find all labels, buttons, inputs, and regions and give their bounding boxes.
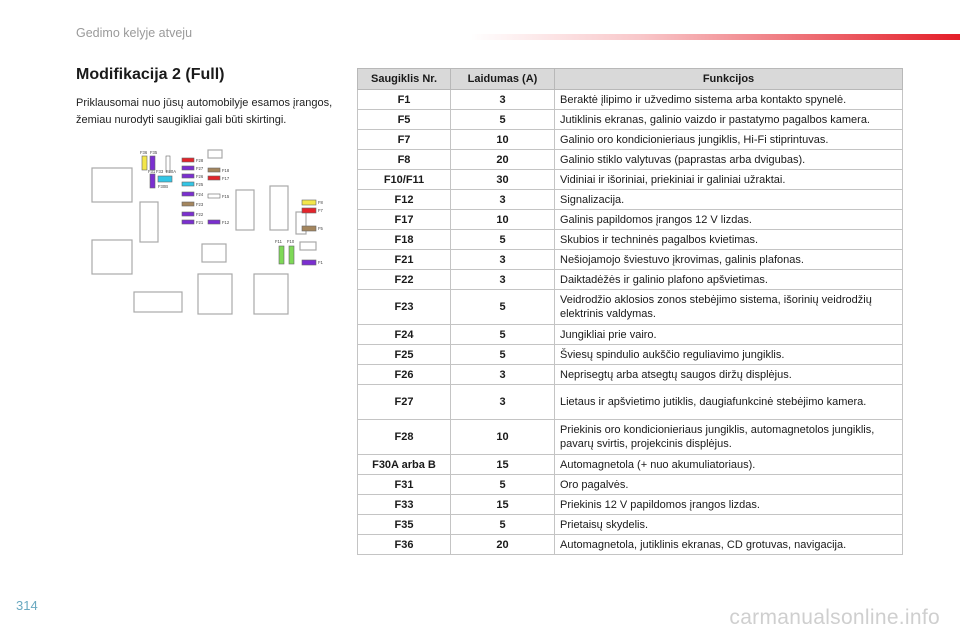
amperage-cell: 3 — [451, 250, 555, 270]
diagram-label: F25 — [196, 182, 204, 187]
diagram-label: F35 — [150, 150, 158, 155]
diagram-label: F33 — [156, 169, 164, 174]
amperage-cell: 5 — [451, 345, 555, 365]
fuse-cell: F24 — [358, 325, 451, 345]
fuse-f8 — [302, 200, 316, 205]
diagram-label: F22 — [196, 212, 204, 217]
diagram-label: F7 — [318, 208, 323, 213]
fuse-cell: F8 — [358, 150, 451, 170]
fuse-f35 — [150, 156, 155, 170]
header-title: Gedimo kelyje atveju — [76, 26, 193, 40]
fuse-f5 — [302, 226, 316, 231]
amperage-cell: 3 — [451, 365, 555, 385]
diagram-label: F5 — [318, 226, 323, 231]
fuse-f22 — [182, 212, 194, 216]
diagram-label: F28 — [196, 158, 204, 163]
table-row — [358, 495, 903, 515]
amperage-cell: 5 — [451, 110, 555, 130]
fuse-cell: F28 — [358, 420, 451, 455]
diagram-label: F36 — [140, 150, 148, 155]
relay-block — [300, 242, 316, 250]
table-row — [358, 290, 903, 325]
function-cell: Galinio oro kondicionieriaus jungiklis, Hi-Fi stiprintuvas. — [555, 130, 903, 150]
function-cell: Jungikliai prie vairo. — [555, 325, 903, 345]
function-cell: Vidiniai ir išoriniai, priekiniai ir galiniai užraktai. — [555, 170, 903, 190]
amperage-cell: 30 — [451, 170, 555, 190]
function-cell: Automagnetola (+ nuo akumuliatoriaus). — [555, 455, 903, 475]
function-cell: Neprisegtų arba atsegtų saugos diržų displėjus. — [555, 365, 903, 385]
fuse-cell: F31 — [358, 475, 451, 495]
table-row — [358, 230, 903, 250]
header-amperage: Laidumas (A) — [451, 69, 555, 90]
function-cell: Šviesų spindulio aukščio reguliavimo jungiklis. — [555, 345, 903, 365]
fuse-f15 — [208, 194, 220, 198]
table-row — [358, 515, 903, 535]
table-row — [358, 110, 903, 130]
watermark: carmanualsonline.info — [729, 606, 940, 629]
amperage-cell: 10 — [451, 420, 555, 455]
function-cell: Veidrodžio aklosios zonos stebėjimo sistema, išorinių veidrodžių elektrinis valdymas. — [555, 290, 903, 325]
diagram-label: F30A — [166, 169, 177, 174]
fuse-cell: F25 — [358, 345, 451, 365]
fuse-f23 — [182, 202, 194, 206]
amperage-cell: 3 — [451, 190, 555, 210]
function-cell: Automagnetola, jutiklinis ekranas, CD grotuvas, navigacija. — [555, 535, 903, 555]
table-row — [358, 90, 903, 110]
fuse-f25 — [182, 182, 194, 186]
fuse-cell: F30A arba B — [358, 455, 451, 475]
diagram-label: F18 — [222, 168, 230, 173]
fuse-f28 — [182, 158, 194, 162]
fuse-f30b — [158, 176, 172, 182]
amperage-cell: 5 — [451, 325, 555, 345]
function-cell: Prietaisų skydelis. — [555, 515, 903, 535]
fuse-cell: F23 — [358, 290, 451, 325]
diagram-label: F27 — [196, 166, 204, 171]
function-cell: Lietaus ir apšvietimo jutiklis, daugiafunkcinė stebėjimo kamera. — [555, 385, 903, 420]
relay-block — [134, 292, 182, 312]
amperage-cell: 3 — [451, 270, 555, 290]
table-row — [358, 250, 903, 270]
fuse-f18 — [208, 168, 220, 172]
amperage-cell: 10 — [451, 130, 555, 150]
fuse-cell: F17 — [358, 210, 451, 230]
amperage-cell: 5 — [451, 515, 555, 535]
fuse-table-body — [358, 90, 903, 555]
table-row — [358, 455, 903, 475]
fuse-box-diagram — [86, 146, 336, 322]
function-cell: Galinis papildomos įrangos 12 V lizdas. — [555, 210, 903, 230]
fuse-f7 — [302, 208, 316, 213]
relay-block — [198, 274, 232, 314]
table-row — [358, 190, 903, 210]
fuse-f1 — [302, 260, 316, 265]
diagram-label: F21 — [196, 220, 204, 225]
diagram-label: F23 — [196, 202, 204, 207]
function-cell: Galinio stiklo valytuvas (paprastas arba dvigubas). — [555, 150, 903, 170]
function-cell: Beraktė įlipimo ir užvedimo sistema arba kontakto spynelė. — [555, 90, 903, 110]
table-row — [358, 535, 903, 555]
diagram-label: F17 — [222, 176, 230, 181]
fuse-cell: F10/F11 — [358, 170, 451, 190]
function-cell: Nešiojamojo šviestuvo įkrovimas, galinis plafonas. — [555, 250, 903, 270]
diagram-label: F12 — [222, 220, 230, 225]
fuse-cell: F27 — [358, 385, 451, 420]
fuse-f11 — [279, 246, 284, 264]
amperage-cell: 5 — [451, 230, 555, 250]
fuse-f10 — [289, 246, 294, 264]
table-row — [358, 210, 903, 230]
function-cell: Signalizacija. — [555, 190, 903, 210]
fuse-cell: F22 — [358, 270, 451, 290]
relay-block — [208, 150, 222, 158]
fuse-cell: F26 — [358, 365, 451, 385]
header-fuse: Saugiklis Nr. — [358, 69, 451, 90]
fuse-cell: F7 — [358, 130, 451, 150]
fuse-f36 — [142, 156, 147, 170]
diagram-label: F26 — [196, 174, 204, 179]
table-row — [358, 385, 903, 420]
diagram-label: F10 — [287, 239, 295, 244]
fuse-f24 — [182, 192, 194, 196]
header-functions: Funkcijos — [555, 69, 903, 90]
fuse-f31 — [150, 174, 155, 188]
relay-block — [140, 202, 158, 242]
amperage-cell: 15 — [451, 495, 555, 515]
header-accent-bar — [470, 34, 960, 40]
amperage-cell: 20 — [451, 535, 555, 555]
amperage-cell: 3 — [451, 90, 555, 110]
diagram-label: F30B — [158, 184, 169, 189]
fuse-f12 — [208, 220, 220, 224]
relay-block — [92, 168, 132, 202]
table-row — [358, 325, 903, 345]
table-row — [358, 365, 903, 385]
table-row — [358, 270, 903, 290]
diagram-label: F11 — [275, 239, 282, 244]
fuse-cell: F18 — [358, 230, 451, 250]
diagram-label: F24 — [196, 192, 204, 197]
amperage-cell: 5 — [451, 475, 555, 495]
amperage-cell: 20 — [451, 150, 555, 170]
amperage-cell: 15 — [451, 455, 555, 475]
fuse-table — [357, 68, 903, 555]
diagram-label: F15 — [222, 194, 230, 199]
function-cell: Oro pagalvės. — [555, 475, 903, 495]
table-row — [358, 420, 903, 455]
page-number: 314 — [16, 598, 38, 613]
table-row — [358, 170, 903, 190]
relay-block — [270, 186, 288, 230]
table-header-row — [358, 69, 903, 90]
function-cell: Skubios ir techninės pagalbos kvietimas. — [555, 230, 903, 250]
fuse-cell: F33 — [358, 495, 451, 515]
fuse-cell: F1 — [358, 90, 451, 110]
function-cell: Jutiklinis ekranas, galinio vaizdo ir pastatymo pagalbos kamera. — [555, 110, 903, 130]
fuse-cell: F12 — [358, 190, 451, 210]
table-row — [358, 475, 903, 495]
fuse-cell: F36 — [358, 535, 451, 555]
function-cell: Daiktadėžės ir galinio plafono apšvietimas. — [555, 270, 903, 290]
fuse-cell: F35 — [358, 515, 451, 535]
table-row — [358, 345, 903, 365]
relay-block — [236, 190, 254, 230]
amperage-cell: 5 — [451, 290, 555, 325]
function-cell: Priekinis 12 V papildomos įrangos lizdas. — [555, 495, 903, 515]
relay-block — [254, 274, 288, 314]
table-row — [358, 130, 903, 150]
fuse-cell: F5 — [358, 110, 451, 130]
function-cell: Priekinis oro kondicionieriaus jungiklis, automagnetolos jungiklis, pavarų svirtis, projekcinis displėjus. — [555, 420, 903, 455]
fuse-cell: F21 — [358, 250, 451, 270]
amperage-cell: 10 — [451, 210, 555, 230]
diagram-label: F1 — [318, 260, 323, 265]
diagram-label: F8 — [318, 200, 323, 205]
fuse-f26 — [182, 174, 194, 178]
diagram-label: F31 — [148, 169, 156, 174]
fuse-table-container — [357, 68, 903, 555]
fuse-f27 — [182, 166, 194, 170]
fuse-f17 — [208, 176, 220, 180]
fuse-f21 — [182, 220, 194, 224]
section-title: Modifikacija 2 (Full) — [76, 66, 225, 83]
relay-block — [202, 244, 226, 262]
intro-text: Priklausomai nuo jūsų automobilyje esamos įrangos, žemiau nurodyti saugikliai gali būti skirtingi. — [76, 97, 333, 126]
relay-block — [92, 240, 132, 274]
amperage-cell: 3 — [451, 385, 555, 420]
table-row — [358, 150, 903, 170]
